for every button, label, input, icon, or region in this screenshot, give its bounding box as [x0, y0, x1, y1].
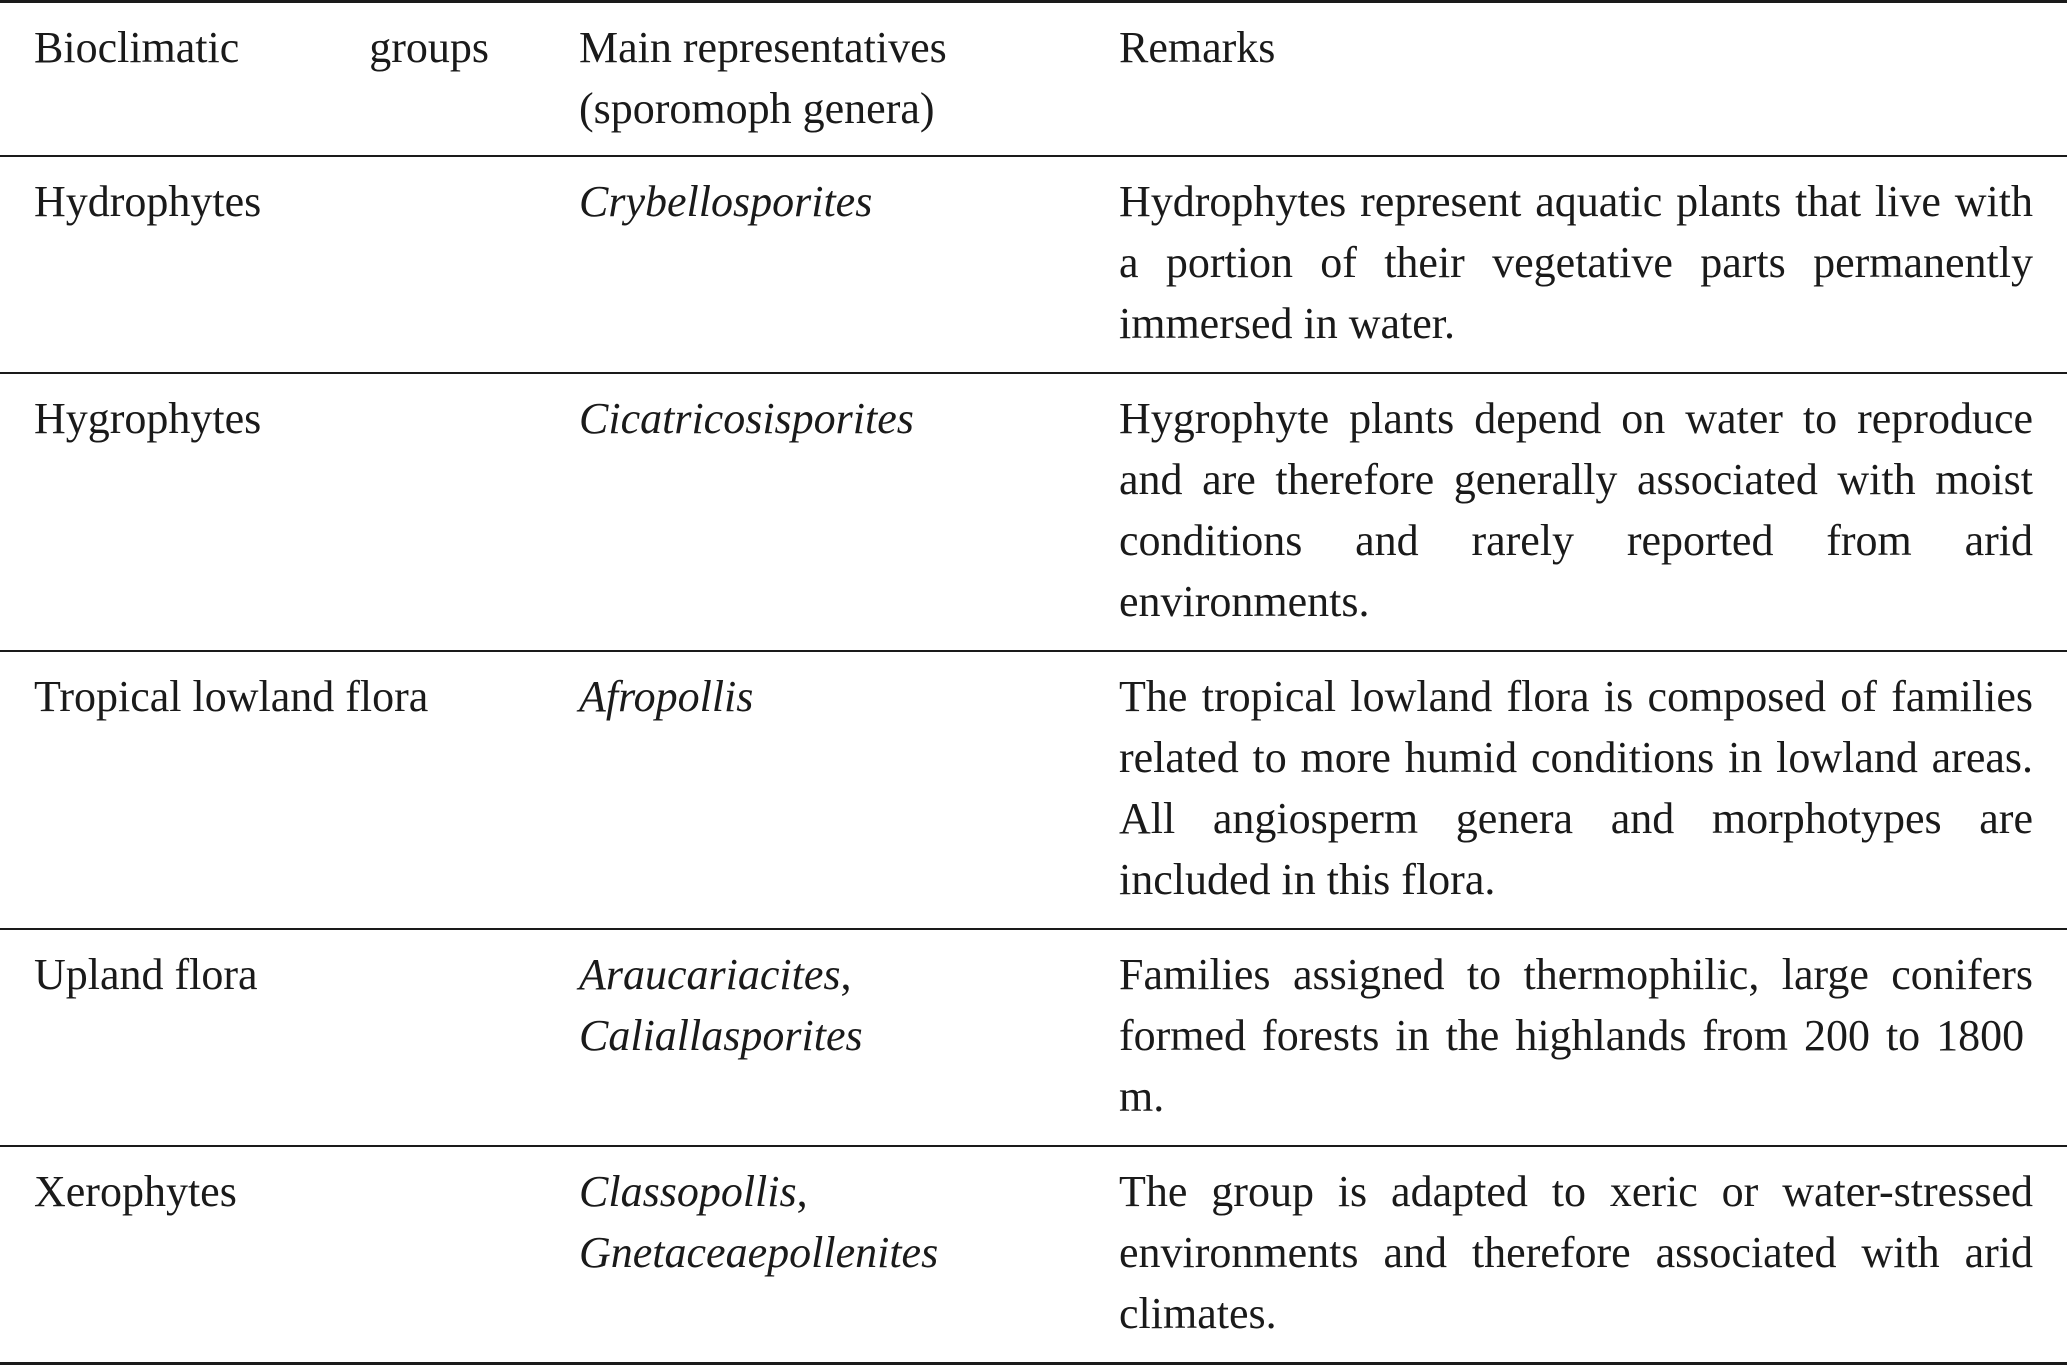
- cell-group: Upland flora: [34, 950, 258, 999]
- genus-name: Afropollis: [579, 672, 754, 721]
- genus-separator: ,: [796, 1167, 808, 1216]
- cell-genera: [545, 156, 1085, 373]
- cell-group: Xerophytes: [34, 1167, 237, 1216]
- table-row-hydrophytes: [0, 156, 2067, 373]
- table-body: [0, 156, 2067, 1364]
- cell-remarks: Hydrophytes represent aquatic plants that live with a portion of their vegetative parts permanently immersed in water.: [1119, 177, 2033, 348]
- cell-remarks: The group is adapted to xeric or water-stressed environments and therefore associated with arid climates.: [1119, 1167, 2033, 1338]
- cell-remarks: Families assigned to thermophilic, large conifers formed forests in the highlands from 200 to 1800 m.: [1119, 950, 2033, 1121]
- genus-name: Gnetaceaepollenites: [579, 1228, 939, 1277]
- header-remarks: Remarks: [1119, 23, 1276, 72]
- header-main-representatives-line2: (sporomoph genera): [579, 84, 935, 133]
- cell-remarks: Hygrophyte plants depend on water to reproduce and are therefore generally associated with moist conditions and rarely reported from arid environments.: [1119, 394, 2033, 626]
- table-row-tropical-lowland-flora: [0, 651, 2067, 929]
- cell-genera: [545, 929, 1085, 1146]
- genus-name: Classopollis: [579, 1167, 797, 1216]
- header-main-representatives-line1: Main representatives: [579, 23, 947, 72]
- genus-name: Caliallasporites: [579, 1011, 863, 1060]
- cell-genera: [545, 373, 1085, 651]
- header-bioclimatic-groups: Bioclimatic groups: [34, 23, 489, 72]
- genus-name: Cicatricosisporites: [579, 394, 914, 443]
- header-main-representatives: [545, 2, 1085, 157]
- header-row: [0, 2, 2067, 157]
- table-row-xerophytes: [0, 1146, 2067, 1364]
- genus-separator: ,: [840, 950, 852, 999]
- table-row-hygrophytes: [0, 373, 2067, 651]
- cell-genera: [545, 1146, 1085, 1364]
- table-row-upland-flora: [0, 929, 2067, 1146]
- cell-group: Hydrophytes: [34, 177, 262, 226]
- cell-genera: [545, 651, 1085, 929]
- genus-name: Araucariacites: [579, 950, 841, 999]
- cell-remarks: The tropical lowland flora is composed of families related to more humid conditions in lowland areas. All angiosperm genera and morphotypes are included in this flora.: [1119, 672, 2033, 904]
- cell-group: Tropical lowland flora: [34, 672, 429, 721]
- genus-name: Crybellosporites: [579, 177, 873, 226]
- table-header: [0, 2, 2067, 157]
- cell-group: Hygrophytes: [34, 394, 262, 443]
